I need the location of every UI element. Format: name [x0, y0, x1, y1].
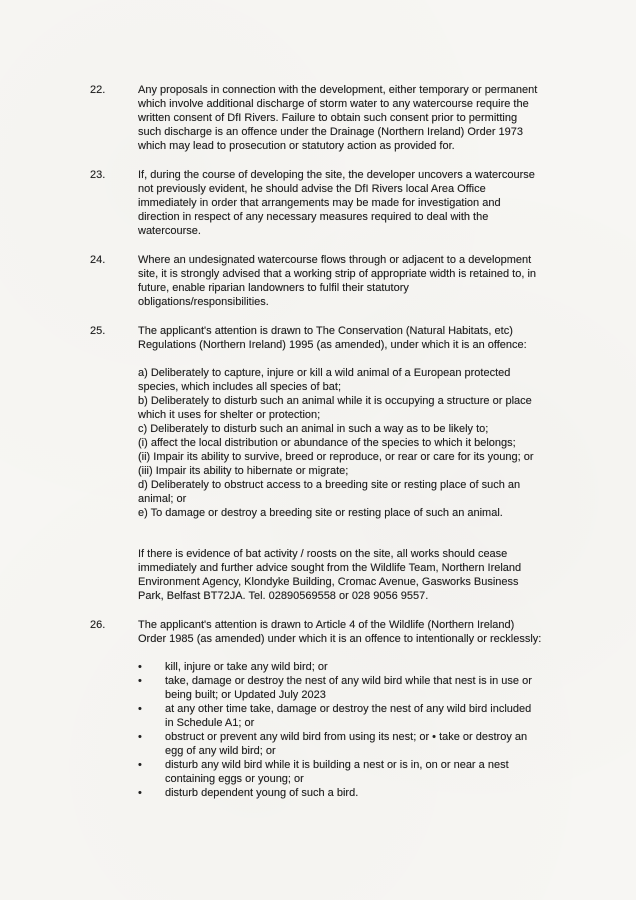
clause-c-iii: (iii) Impair its ability to hibernate or migrate; — [138, 465, 349, 477]
list-item-text: take, damage or destroy the nest of any wild bird while that nest is in use or being built; or Updated July 2023 — [165, 675, 532, 701]
list-item — [138, 660, 542, 674]
list-item — [138, 786, 542, 800]
clause-e: e) To damage or destroy a breeding site or resting place of such an animal. — [138, 507, 503, 519]
list-item-text: disturb any wild bird while it is building a nest or is in, on or near a nest containing eggs or young; or — [165, 759, 509, 785]
condition-item-26 — [90, 618, 636, 800]
condition-item-23 — [90, 168, 636, 238]
item-body — [138, 324, 542, 603]
bullet-icon: • — [138, 759, 142, 771]
item-text: Where an undesignated watercourse flows through or adjacent to a development site, it is strongly advised that a working strip of appropriate width is retained to, in future, enable riparian landowners to fulfil their statutory obligations/responsibilities. — [138, 254, 537, 308]
item-number: 23. — [90, 169, 106, 181]
item-intro-text: The applicant's attention is drawn to Article 4 of the Wildlife (Northern Ireland) Order 1985 (as amended) under which it is an offence to intentionally or recklessly: — [138, 619, 542, 645]
clause-c-ii: (ii) Impair its ability to survive, breed or reproduce, or rear or care for its young; or — [138, 451, 534, 463]
list-item-text: kill, injure or take any wild bird; or — [165, 661, 328, 673]
clause-c-i: (i) affect the local distribution or abundance of the species to which it belongs; — [138, 437, 516, 449]
item-text: If, during the course of developing the site, the developer uncovers a watercourse not previously evident, he should advise the DfI Rivers local Area Office immediately in order that arrangements may be made for investigation and direction in respect of any necessary measures required to deal with the watercourse. — [138, 169, 535, 237]
bullet-icon: • — [138, 731, 142, 743]
item-body — [138, 618, 542, 800]
offence-clause-list — [138, 366, 542, 520]
item-intro-text: The applicant's attention is drawn to The Conservation (Natural Habitats, etc) Regulations (Northern Ireland) 1995 (as amended), under which it is an offence: — [138, 325, 527, 351]
item-number: 26. — [90, 619, 106, 631]
list-item-text: obstruct or prevent any wild bird from using its nest; or • take or destroy an egg of any wild bird; or — [165, 731, 528, 757]
item-body — [138, 83, 542, 153]
list-item-text: at any other time take, damage or destroy the nest of any wild bird included in Schedule A1; or — [165, 703, 532, 729]
item-number: 25. — [90, 325, 106, 337]
item-body — [138, 168, 542, 238]
clause-a: a) Deliberately to capture, injure or kill a wild animal of a European protected species, which includes all species of bat; — [138, 367, 511, 393]
bat-advice-text: If there is evidence of bat activity / roosts on the site, all works should cease immediately and further advice sought from the Wildlife Team, Northern Ireland Environment Agency, Klondyke Building, Cromac Avenue, Gasworks Business Park, Belfast BT72JA. Tel. 02890569558 or 028 9056 9557. — [138, 548, 522, 602]
list-item — [138, 730, 542, 758]
bullet-icon: • — [138, 675, 142, 687]
item-text: Any proposals in connection with the development, either temporary or permanent which involve additional discharge of storm water to any watercourse require the written consent of DfI Rivers. Failure to obtain such consent prior to permitting such discharge is an offence under the Drainage (Northern Ireland) Order 1973 which may lead to prosecution or statutory action as provided for. — [138, 84, 538, 152]
item-number: 22. — [90, 84, 106, 96]
clause-c: c) Deliberately to disturb such an animal in such a way as to be likely to; — [138, 423, 489, 435]
condition-item-25 — [90, 324, 636, 603]
list-item-text: disturb dependent young of such a bird. — [165, 787, 359, 799]
clause-b: b) Deliberately to disturb such an animal while it is occupying a structure or place which it uses for shelter or protection; — [138, 395, 532, 421]
condition-item-22 — [90, 83, 636, 153]
wild-bird-offence-list — [138, 660, 542, 800]
clause-d: d) Deliberately to obstruct access to a breeding site or resting place of such an animal; or — [138, 479, 521, 505]
list-item — [138, 702, 542, 730]
bullet-icon: • — [138, 661, 142, 673]
list-item — [138, 674, 542, 702]
bullet-icon: • — [138, 703, 142, 715]
list-item — [138, 758, 542, 786]
item-number: 24. — [90, 254, 106, 266]
condition-item-24 — [90, 253, 636, 309]
bullet-icon: • — [138, 787, 142, 799]
item-body — [138, 253, 542, 309]
